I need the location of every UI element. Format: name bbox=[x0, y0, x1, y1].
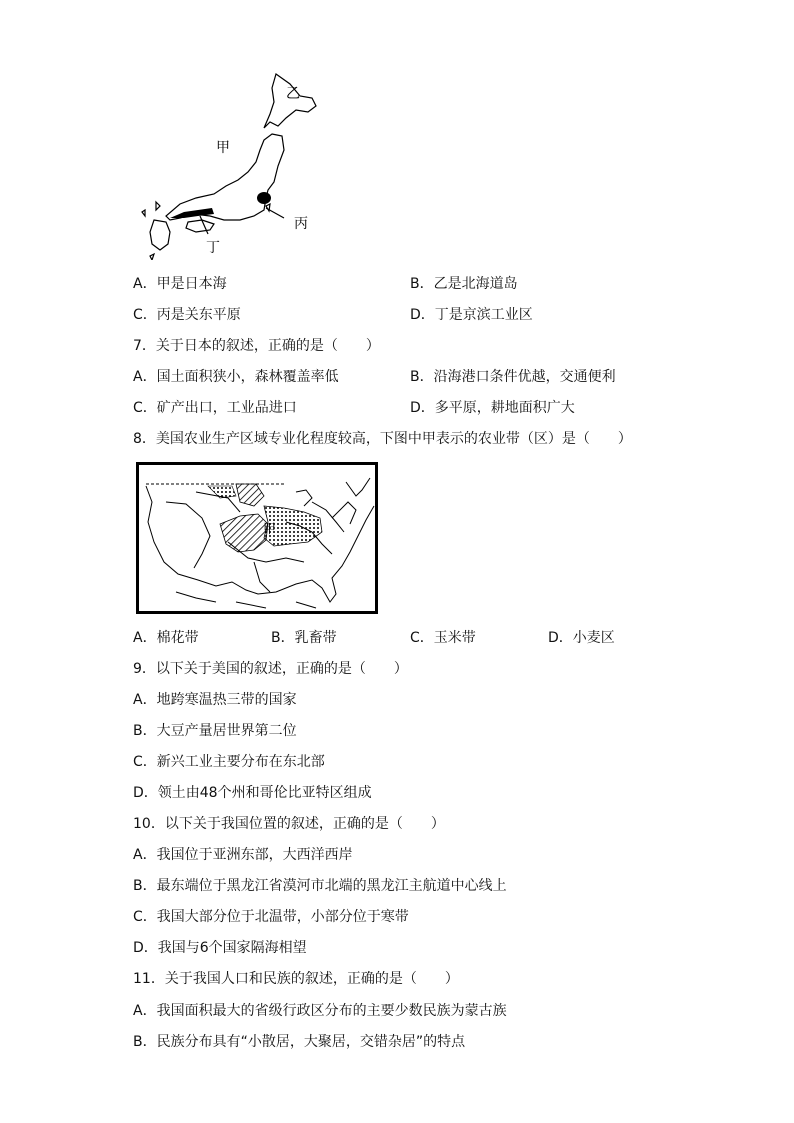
q7-stem: 7．关于日本的叙述，正确的是（ ） bbox=[133, 338, 380, 354]
q7-option-b: B．沿海港口条件优越，交通便利 bbox=[410, 369, 616, 385]
map-label-bing: 丙 bbox=[294, 216, 308, 232]
map-label-jia-us: 甲 bbox=[263, 522, 277, 537]
q10-option-b: B．最东端位于黑龙江省漠河市北端的黑龙江主航道中心线上 bbox=[133, 878, 507, 894]
q7-option-a: A．国土面积狭小，森林覆盖率低 bbox=[133, 369, 339, 385]
q7-option-d: D．多平原，耕地面积广大 bbox=[410, 400, 575, 416]
q11-option-a: A．我国面积最大的省级行政区分布的主要少数民族为蒙古族 bbox=[133, 1003, 507, 1019]
q8-option-c: C．玉米带 bbox=[410, 630, 476, 646]
q6-option-a: A．甲是日本海 bbox=[133, 276, 227, 292]
q10-stem: 10．以下关于我国位置的叙述，正确的是（ ） bbox=[133, 816, 445, 832]
q6-option-d: D．丁是京滨工业区 bbox=[410, 307, 533, 323]
industrial-belt bbox=[170, 208, 214, 218]
q8-option-d: D．小麦区 bbox=[548, 630, 615, 646]
q8-stem: 8．美国农业生产区域专业化程度较高，下图中甲表示的农业带（区）是（ ） bbox=[133, 431, 632, 447]
q7-option-c: C．矿产出口，工业品进口 bbox=[133, 400, 297, 416]
map-label-ding: 丁 bbox=[206, 240, 220, 256]
q9-option-a: A．地跨寒温热三带的国家 bbox=[133, 692, 297, 708]
q9-stem: 9．以下关于美国的叙述，正确的是（ ） bbox=[133, 661, 408, 677]
kyushu-outline bbox=[150, 220, 170, 250]
q10-option-c: C．我国大部分位于北温带，小部分位于寒带 bbox=[133, 909, 409, 925]
q10-option-a: A．我国位于亚洲东部，大西洋西岸 bbox=[133, 847, 353, 863]
kanto-area bbox=[257, 192, 271, 204]
q8-option-a: A．棉花带 bbox=[133, 630, 199, 646]
map-label-jia: 甲 bbox=[216, 140, 230, 156]
usa-agriculture-map bbox=[136, 462, 378, 614]
q11-option-b: B．民族分布具有“小散居，大聚居，交错杂居”的特点 bbox=[133, 1034, 466, 1050]
q11-stem: 11．关于我国人口和民族的叙述，正确的是（ ） bbox=[133, 971, 459, 987]
q6-option-b: B．乙是北海道岛 bbox=[410, 276, 518, 292]
map-label-yi: 乙 bbox=[286, 86, 300, 102]
q9-option-b: B．大豆产量居世界第二位 bbox=[133, 723, 297, 739]
q8-option-b: B．乳畜带 bbox=[271, 630, 337, 646]
q9-option-d: D．领土由48个州和哥伦比亚特区组成 bbox=[133, 785, 372, 801]
japan-map bbox=[140, 70, 320, 260]
q10-option-d: D．我国与6个国家隔海相望 bbox=[133, 940, 307, 956]
q6-option-c: C．丙是关东平原 bbox=[133, 307, 241, 323]
shikoku-outline bbox=[186, 220, 214, 232]
q9-option-c: C．新兴工业主要分布在东北部 bbox=[133, 754, 325, 770]
